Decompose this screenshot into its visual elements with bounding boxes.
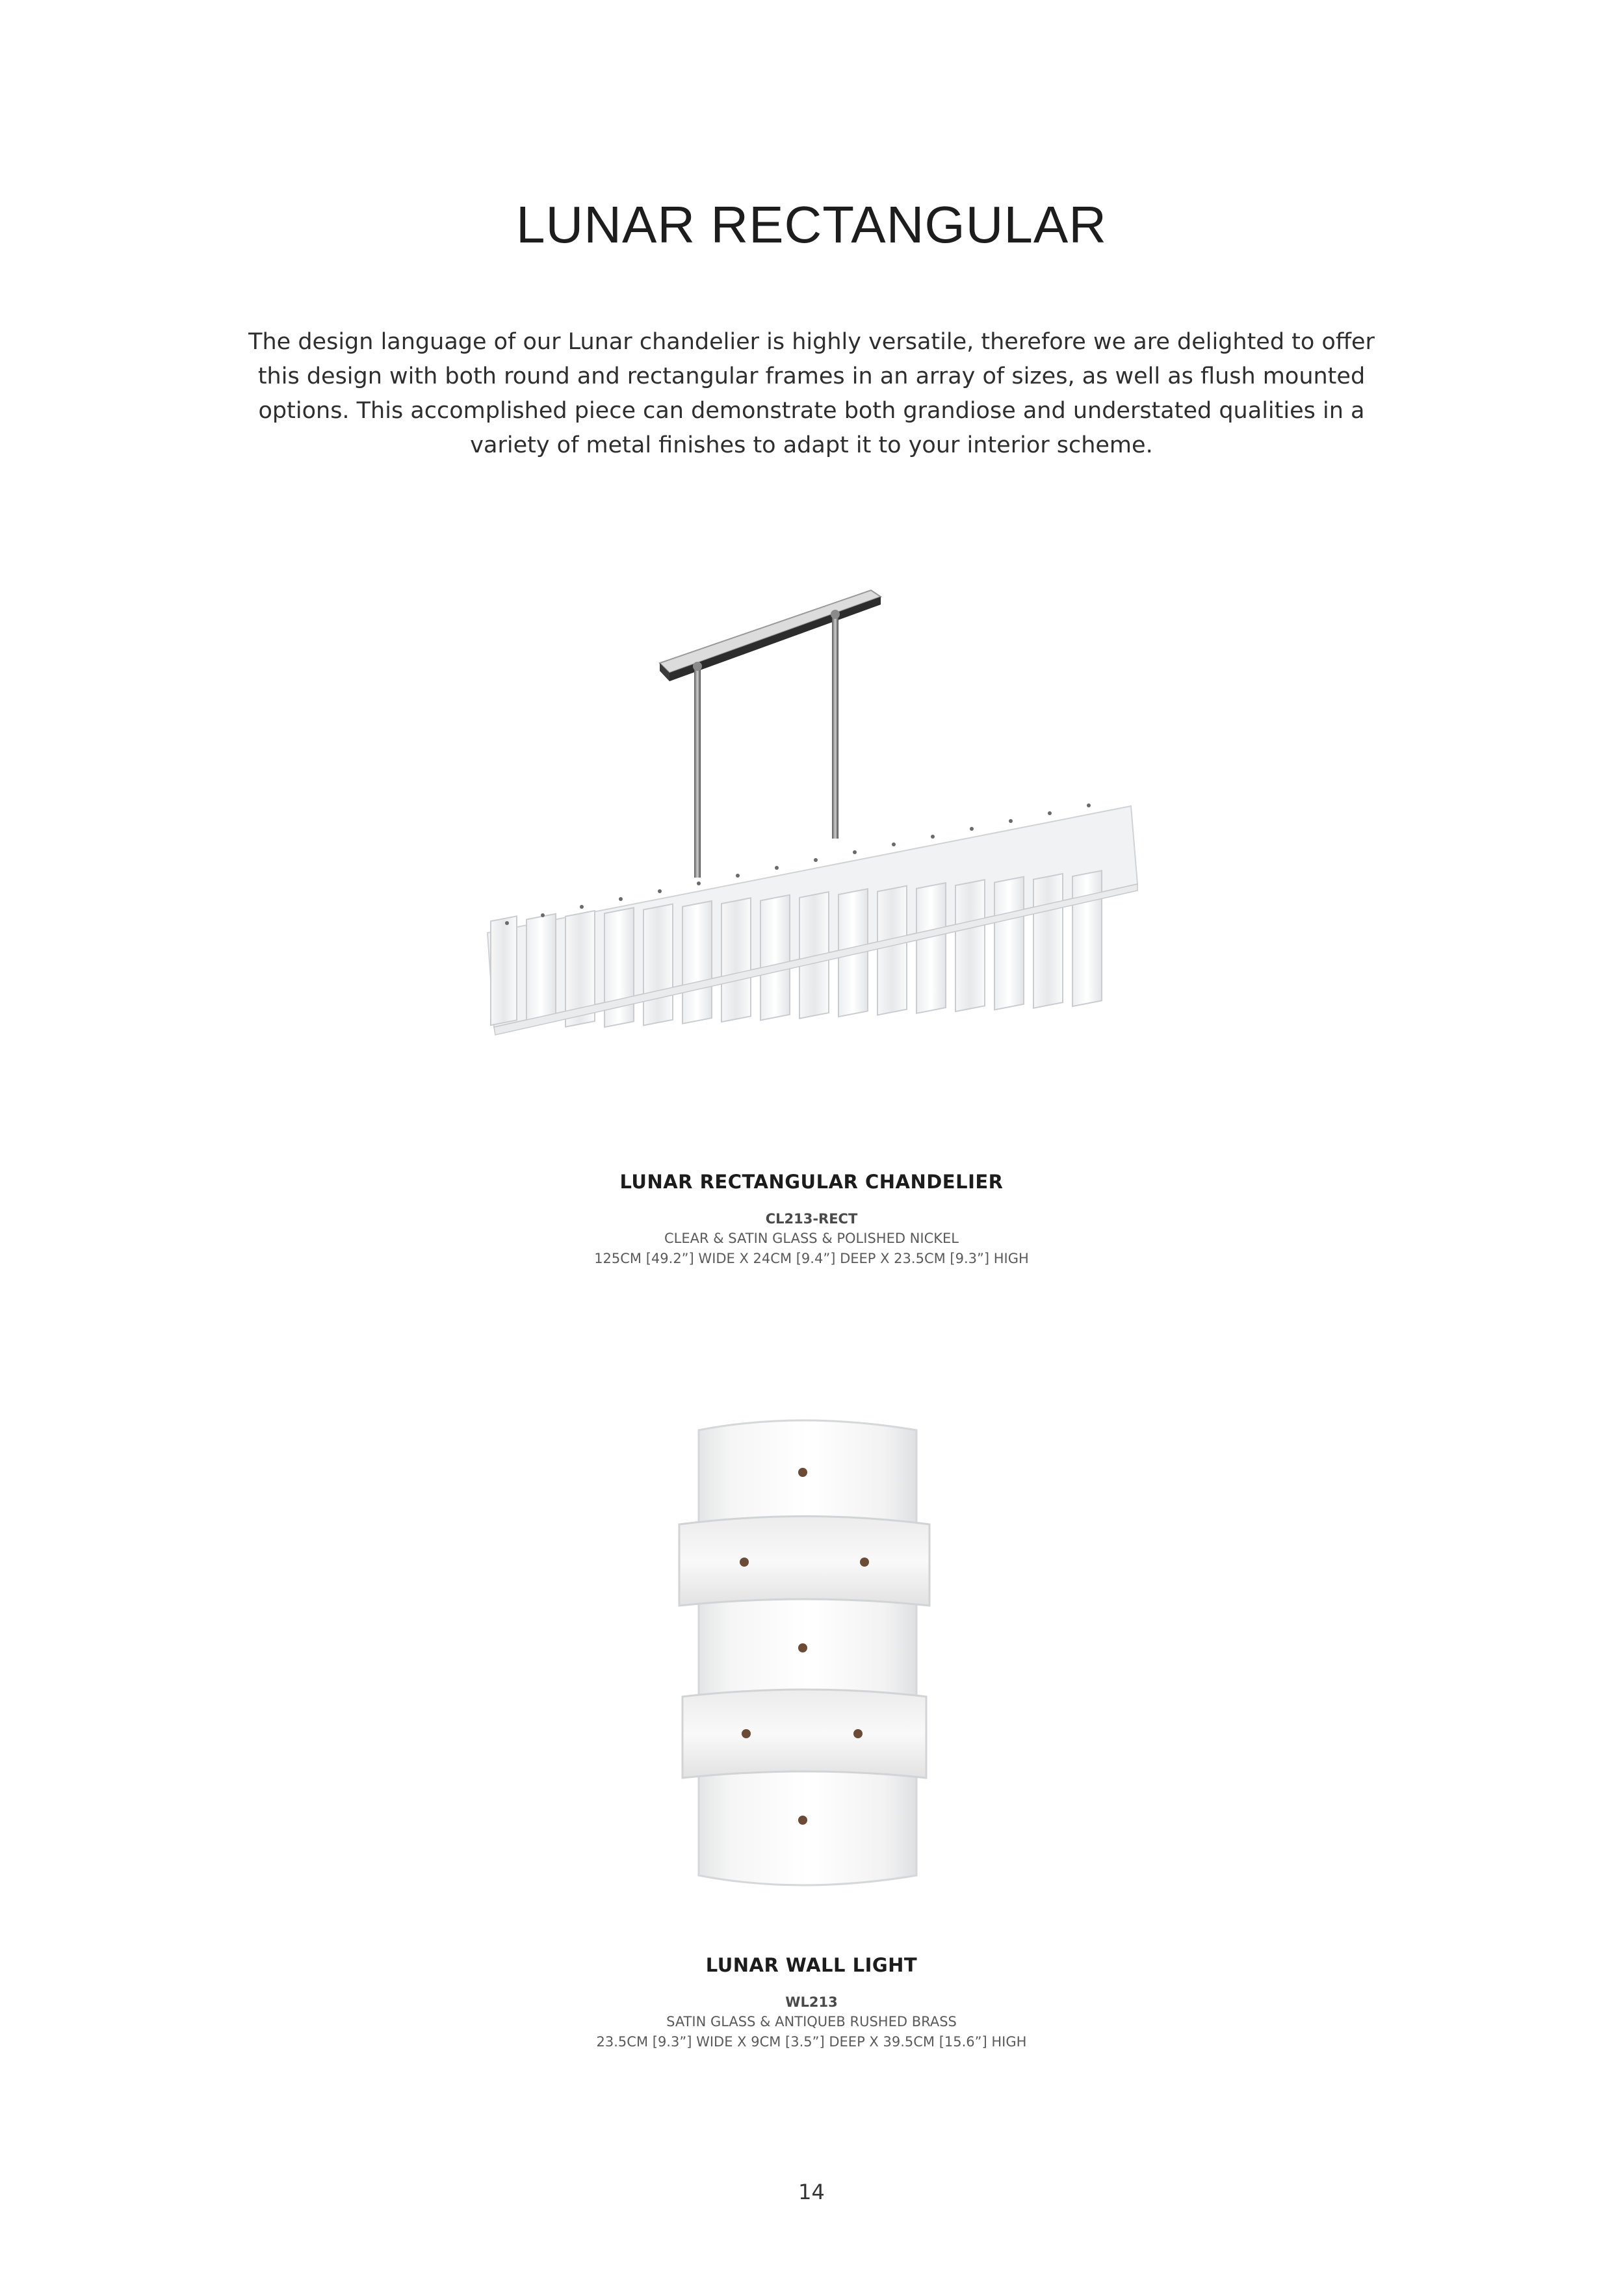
product-code: WL213 [785, 1994, 838, 2010]
product-wall-light [0, 1953, 1623, 2052]
page-title: LUNAR RECTANGULAR [516, 196, 1107, 254]
product-dimensions: 23.5CM [9.3”] WIDE X 9CM [3.5”] DEEP X 39.5CM [15.6”] HIGH [596, 2034, 1027, 2050]
page-number: 14 [798, 2180, 825, 2204]
product-name: LUNAR RECTANGULAR CHANDELIER [619, 1171, 1004, 1193]
wall-light-image [669, 1411, 942, 1898]
product-dimensions: 125CM [49.2”] WIDE X 24CM [9.4”] DEEP X 23.5CM [9.3”] HIGH [594, 1251, 1029, 1266]
product-material: CLEAR & SATIN GLASS & POLISHED NICKEL [664, 1231, 959, 1246]
product-chandelier [0, 1170, 1623, 1269]
product-code: CL213-RECT [765, 1211, 858, 1227]
chandelier-image [481, 572, 1144, 1079]
intro-paragraph: The design language of our Lunar chandelier is highly versatile, therefore we are delighted to offer this design with both round and rectangular frames in an array of sizes, as well as flush mounted options. This accomplished piece can demonstrate both grandiose and understated qualities in a variety of metal finishes to adapt it to your interior scheme. [248, 329, 1375, 458]
product-name: LUNAR WALL LIGHT [705, 1954, 918, 1976]
product-material: SATIN GLASS & ANTIQUEB RUSHED BRASS [666, 2014, 957, 2029]
